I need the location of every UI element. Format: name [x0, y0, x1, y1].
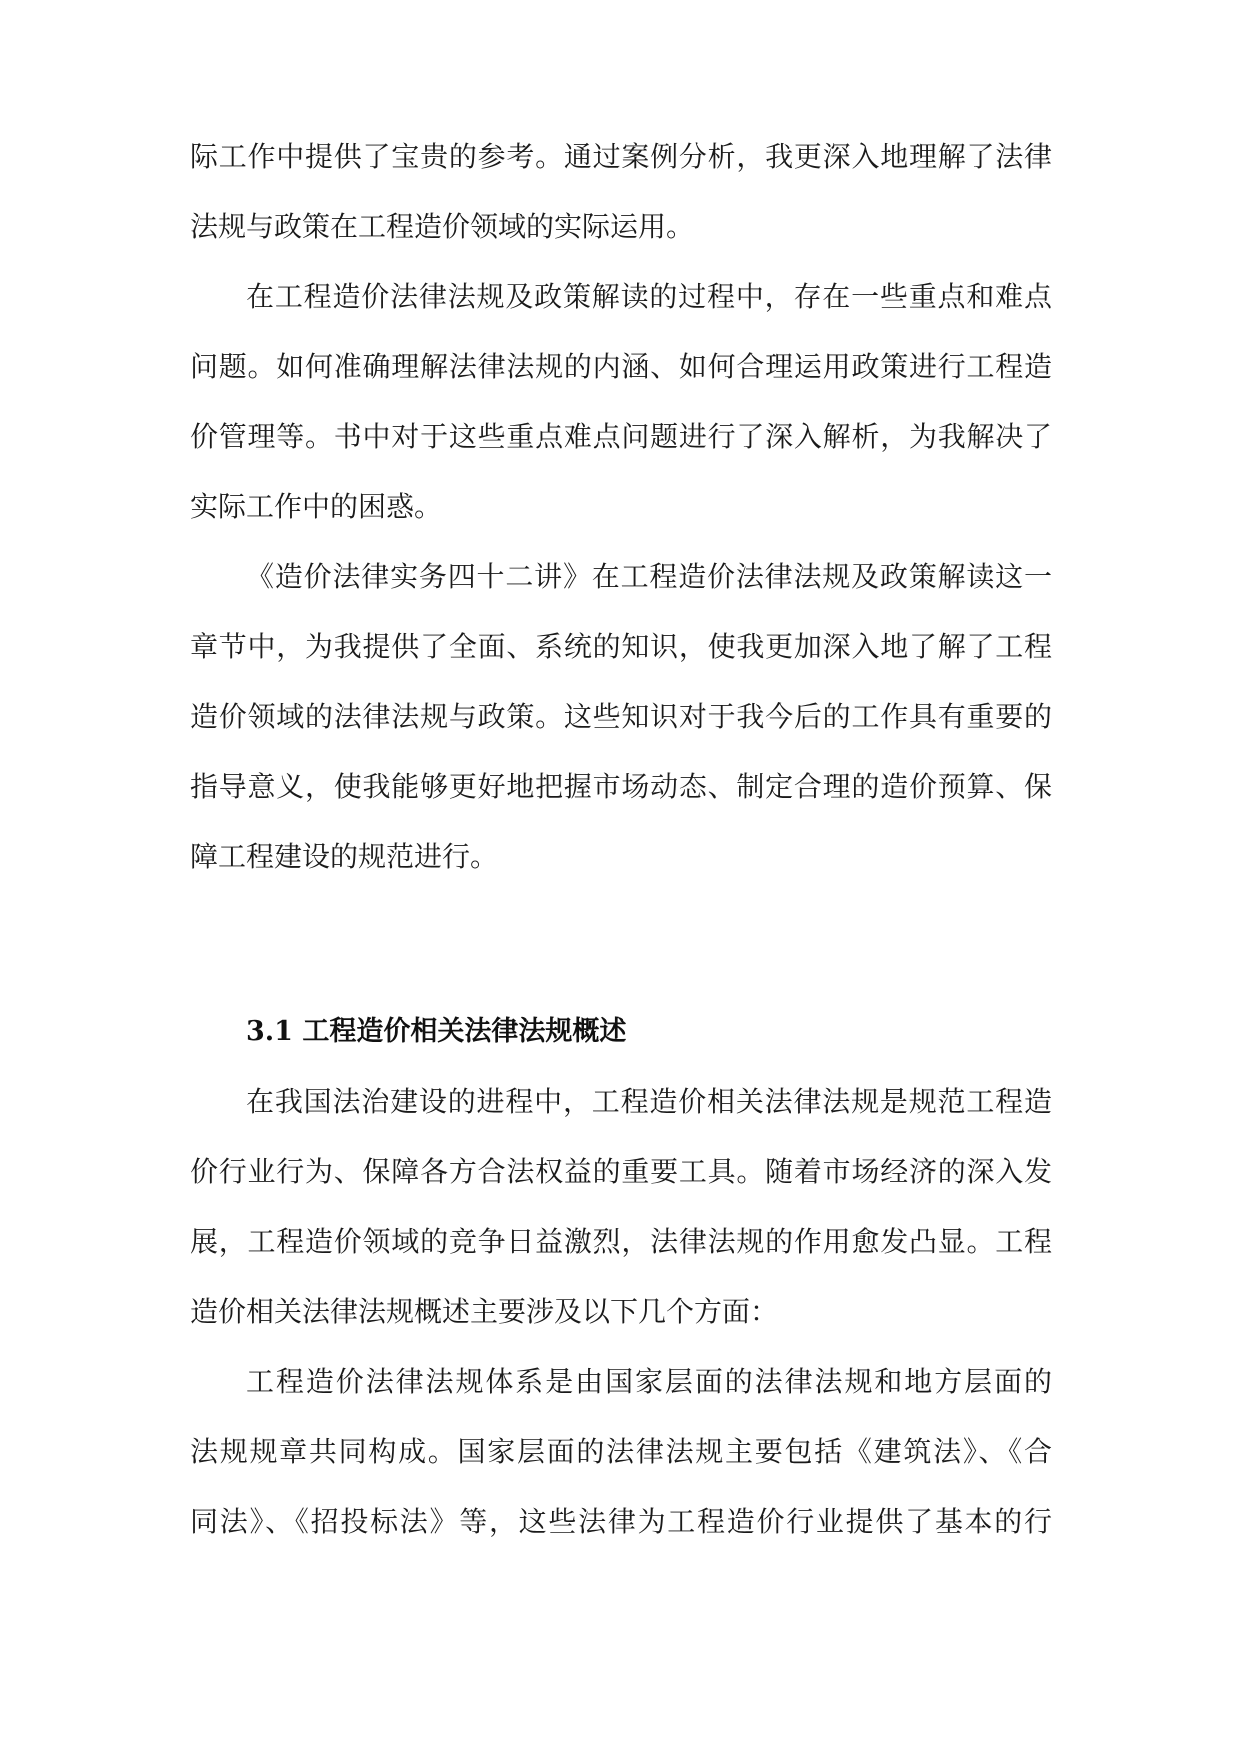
paragraph-2-line-1: 在工程造价法律法规及政策解读的过程中，存在一些重点和难点 [246, 280, 1052, 313]
paragraph-1-line-2: 法规与政策在工程造价领域的实际运用。 [190, 210, 695, 243]
paragraph-3-line-5: 障工程建设的规范进行。 [190, 840, 499, 873]
paragraph-2-line-3: 价管理等。书中对于这些重点难点问题进行了深入解析，为我解决了 [190, 420, 1052, 453]
paragraph-3-line-3: 造价领域的法律法规与政策。这些知识对于我今后的工作具有重要的 [190, 700, 1052, 733]
paragraph-3-line-2: 章节中，为我提供了全面、系统的知识，使我更加深入地了解了工程 [190, 630, 1052, 663]
section-heading: 3.1 工程造价相关法律法规概述 [246, 1016, 627, 1047]
paragraph-2-line-2: 问题。如何准确理解法律法规的内涵、如何合理运用政策进行工程造 [190, 350, 1052, 383]
section-paragraph-1-line-4: 造价相关法律法规概述主要涉及以下几个方面： [190, 1295, 779, 1328]
paragraph-1-line-1: 际工作中提供了宝贵的参考。通过案例分析，我更深入地理解了法律 [190, 140, 1052, 173]
section-paragraph-2-line-3: 同法》、《招投标法》等，这些法律为工程造价行业提供了基本的行 [190, 1505, 1052, 1538]
section-paragraph-2-line-1: 工程造价法律法规体系是由国家层面的法律法规和地方层面的 [246, 1365, 1052, 1398]
section-paragraph-2-line-2: 法规规章共同构成。国家层面的法律法规主要包括《建筑法》、《合 [190, 1435, 1052, 1468]
section-paragraph-1-line-1: 在我国法治建设的进程中，工程造价相关法律法规是规范工程造 [246, 1085, 1052, 1118]
section-paragraph-1-line-3: 展，工程造价领域的竞争日益激烈，法律法规的作用愈发凸显。工程 [190, 1225, 1052, 1258]
section-paragraph-1-line-2: 价行业行为、保障各方合法权益的重要工具。随着市场经济的深入发 [190, 1155, 1052, 1188]
paragraph-3-line-1: 《造价法律实务四十二讲》在工程造价法律法规及政策解读这一 [246, 560, 1052, 593]
paragraph-2-line-4: 实际工作中的困惑。 [190, 490, 443, 523]
paragraph-3-line-4: 指导意义，使我能够更好地把握市场动态、制定合理的造价预算、保 [190, 770, 1052, 803]
